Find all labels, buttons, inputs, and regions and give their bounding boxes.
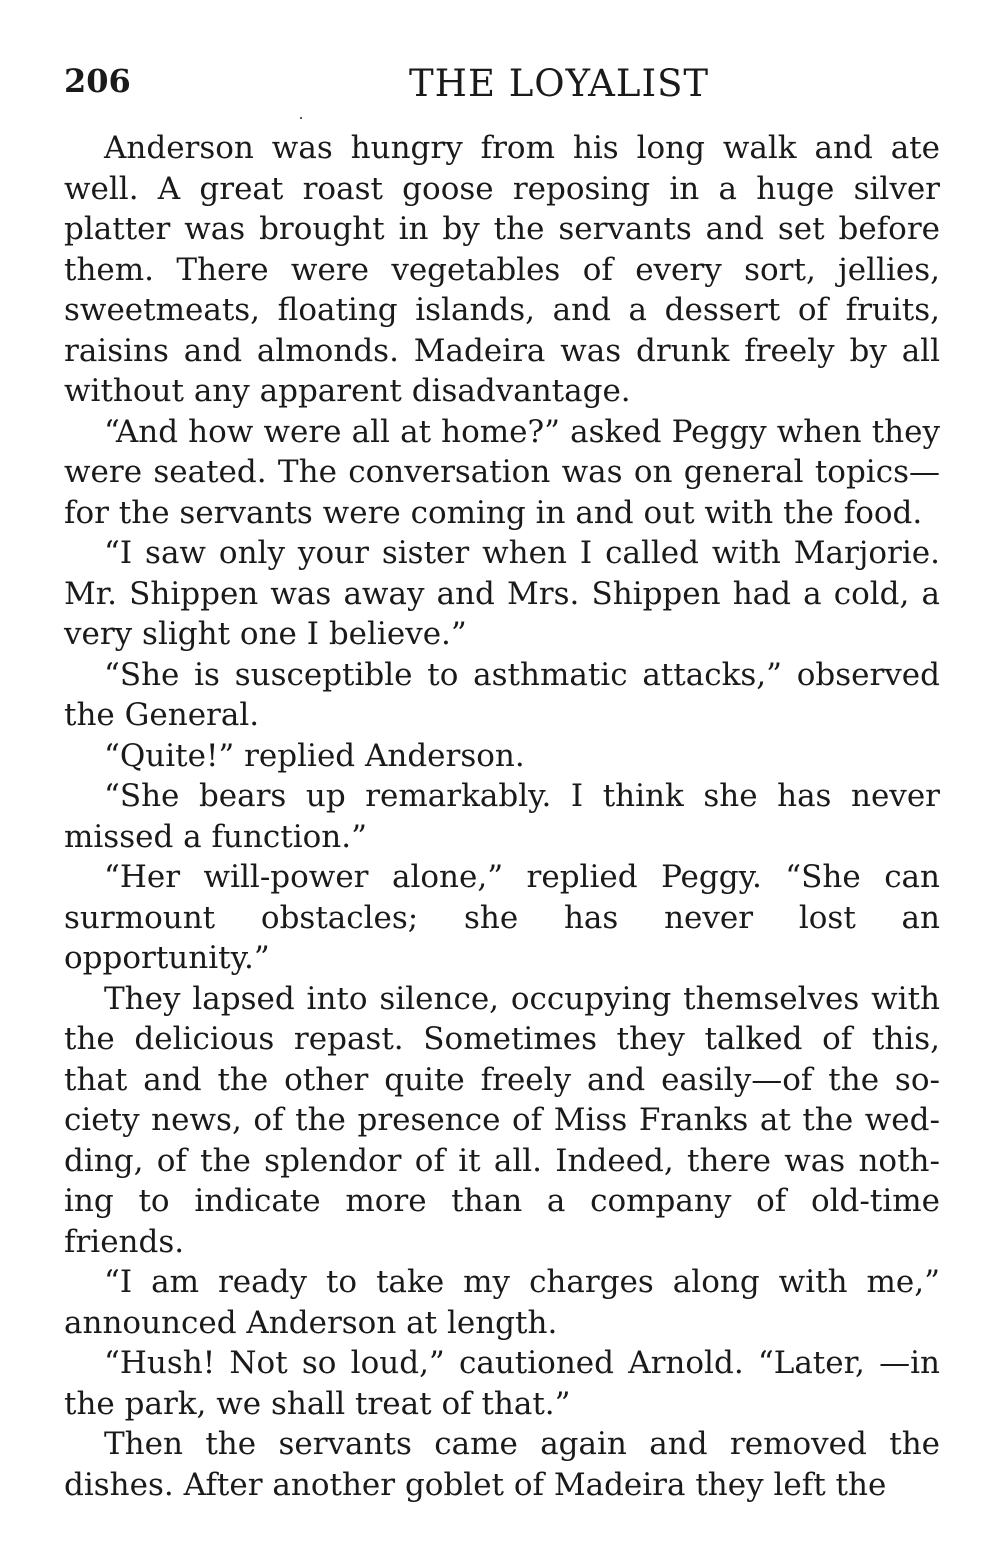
paragraph: Then the servants came again and removed the dishes. After another goblet of Madeira they left the [64, 1426, 940, 1503]
body-text [64, 128, 940, 1505]
paragraph: Anderson was hungry from his long walk and ate well. A great roast goose reposing in a huge silver platter was brought in by the servants and set before them. There were vegetables of every sort, jellies, sweetmeats, floating islands, and a dessert of fruits, raisins and almonds. Madeira was drunk freely by all without any apparent disadvantage. [64, 130, 940, 409]
paragraph: “She is susceptible to asthmatic attacks,” observed the General. [64, 656, 940, 733]
paragraph: “Her will-power alone,” replied Peggy. “She can surmount obstacles; she has never lost an opportunity.” [64, 859, 940, 976]
paragraph: “Quite!” replied Anderson. [104, 737, 525, 774]
paragraph: “And how were all at home?” asked Peggy when they were seated. The conversation was on general topics—for the servants were coming in and out with the food. [64, 413, 940, 531]
paragraph: “Hush! Not so loud,” cautioned Arnold. “Later, —in the park, we shall treat of that.” [64, 1345, 940, 1422]
page-number: 206 [64, 62, 131, 100]
page-header [64, 62, 940, 106]
ink-speck [300, 117, 302, 119]
paragraph: “She bears up remarkably. I think she has never missed a function.” [64, 778, 940, 855]
running-head: THE LOYALIST [409, 62, 710, 105]
paragraph: “I saw only your sister when I called with Marjorie. Mr. Shippen was away and Mrs. Shippen had a cold, a very slight one I believe.” [64, 535, 940, 652]
paragraph: “I am ready to take my charges along with me,” announced Anderson at length. [64, 1264, 940, 1341]
paragraph: They lapsed into silence, occupying themselves with the delicious repast. Sometimes they talked of this, that and the other quite freely and easily—of the society news, of the presence of Miss Franks at the wedding, of the splendor of it all. Indeed, there was nothing to indicate more than a company of old-time friends. [64, 980, 940, 1260]
